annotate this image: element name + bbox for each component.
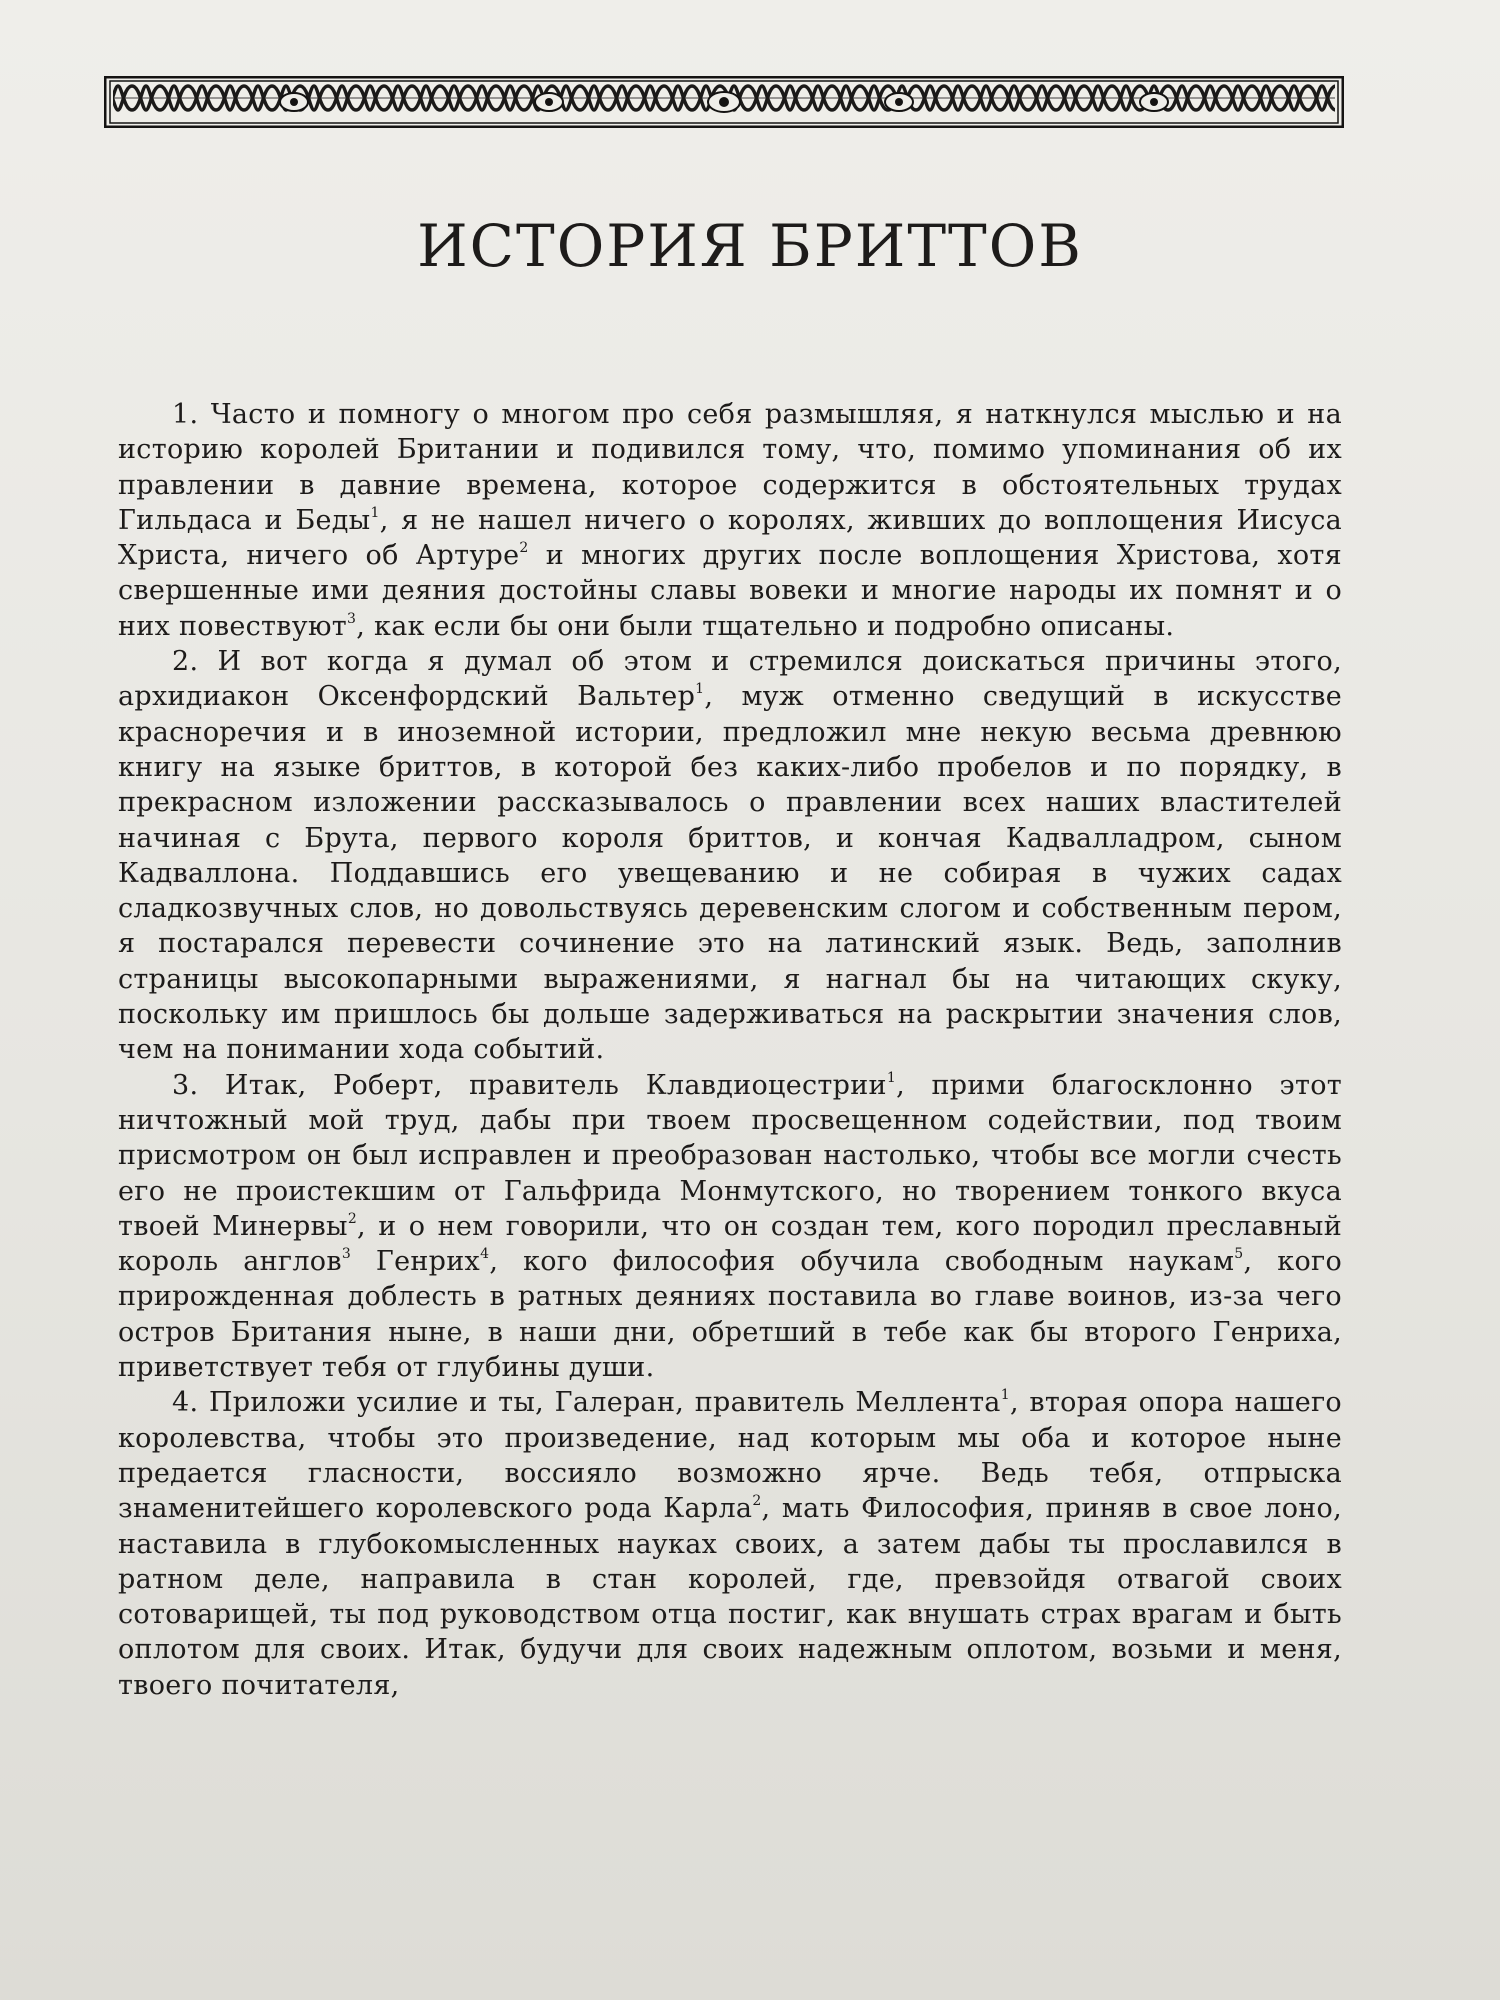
paragraph-text: , прими благосклонно этот ничтожный мой труд, дабы при твоем просвещенном содействии, под твоим присмотром он был исправлен и преобразован настолько, чтобы все могли счесть его не проистекшим от Гальфрида Монмутского, но творением тонкого вкуса твоей Минервы xyxy=(118,1069,1343,1242)
footnote-marker: 3 xyxy=(341,1246,352,1263)
footnote-marker: 1 xyxy=(695,681,705,698)
paragraph-text: , вторая опора нашего королевства, чтобы это произведение, над которым мы оба и которое ныне предается гласности, воссияло возможно ярче. Ведь тебя, отпрыска знаменитейшего королевского рода Карла xyxy=(118,1387,1342,1525)
paragraph-text: , как если бы они были тщательно и подробно описаны. xyxy=(356,610,1175,642)
paragraph-text: Генрих xyxy=(351,1246,481,1278)
footnote-marker: 2 xyxy=(519,540,529,557)
body-text xyxy=(118,397,1342,1703)
footnote-marker: 2 xyxy=(347,1210,358,1227)
paragraph-text: , муж отменно сведущий в искусстве красноречия и в иноземной истории, предложил мне некую весьма древнюю книгу на языке бриттов, в которой без каких-либо пробелов и по порядку, в прекрасном изложении рассказывалось о правлении всех наших властителей начиная с Брута, первого короля бриттов, и кончая Кадвалладром, сыном Кадваллона. Поддавшись его увещеванию и не собирая в чужих садах сладкозвучных слов, но довольствуясь деревенским слогом и собственным пером, я постарался перевести сочинение это на латинский язык. Ведь, заполнив страницы высокопарными выражениями, я нагнал бы на читающих скуку, поскольку им пришлось бы дольше задерживаться на раскрытии значения слов, чем на понимании хода событий. xyxy=(118,681,1343,1066)
paragraph-text: и многих других после воплощения Христова, хотя свершенные ими деяния достойны славы вовеки и многие народы их помнят и о них повествуют xyxy=(118,540,1342,642)
paragraph-text: , кого философия обучила свободным наукам xyxy=(489,1246,1235,1278)
page-title: ИСТОРИЯ БРИТТОВ xyxy=(417,212,1083,280)
paragraph-text: 4. Приложи усилие и ты, Галеран, правитель Меллента xyxy=(172,1387,1001,1419)
paragraph-2 xyxy=(118,644,1342,1068)
footnote-marker: 2 xyxy=(752,1493,762,1510)
footnote-marker: 1 xyxy=(370,504,380,521)
footnote-marker: 4 xyxy=(480,1246,490,1263)
paragraph-text: , и о нем говорили, что он создан тем, кого породил преславный король англов xyxy=(118,1210,1342,1278)
paragraph-text: 2. И вот когда я думал об этом и стремился доискаться причины этого, архидиакон Оксенфордский Вальтер xyxy=(118,646,1342,713)
paragraph-text: , кого прирожденная доблесть в ратных деяниях поставила во главе воинов, из-за чего остров Британия ныне, в наши дни, обретший в тебе как бы второго Генриха, приветствует тебя от глубины души. xyxy=(118,1246,1342,1384)
footnote-marker: 3 xyxy=(347,610,357,627)
paragraph-text: 3. Итак, Роберт, правитель Клавдиоцестрии xyxy=(172,1069,887,1101)
paragraph-3 xyxy=(118,1068,1342,1386)
footnote-marker: 5 xyxy=(1234,1246,1244,1263)
paragraph-text: , я не нашел ничего о королях, живших до воплощения Иисуса Христа, ничего об Артуре xyxy=(118,504,1343,572)
paragraph-1 xyxy=(118,397,1342,644)
celtic-knot-border-ornament xyxy=(104,76,1344,128)
paragraph-text: 1. Часто и помногу о многом про себя размышляя, я наткнулся мыслью и на историю королей Британии и подивился тому, что, помимо упоминания об их правлении в давние времена, которое содержится в обстоятельных трудах Гильдаса и Беды xyxy=(118,399,1342,536)
footnote-marker: 1 xyxy=(1000,1387,1010,1404)
paragraph-4 xyxy=(118,1385,1342,1703)
paragraph-text: , мать Философия, приняв в свое лоно, наставила в глубокомысленных науках своих, а затем дабы ты прославился в ратном деле, направила в стан королей, где, превзойдя отвагой своих сотоварищей, ты под руководством отца постиг, как внушать страх врагам и быть оплотом для своих. Итак, будучи для своих надежным оплотом, возьми и меня, твоего почитателя, xyxy=(118,1493,1342,1701)
footnote-marker: 1 xyxy=(886,1069,897,1086)
